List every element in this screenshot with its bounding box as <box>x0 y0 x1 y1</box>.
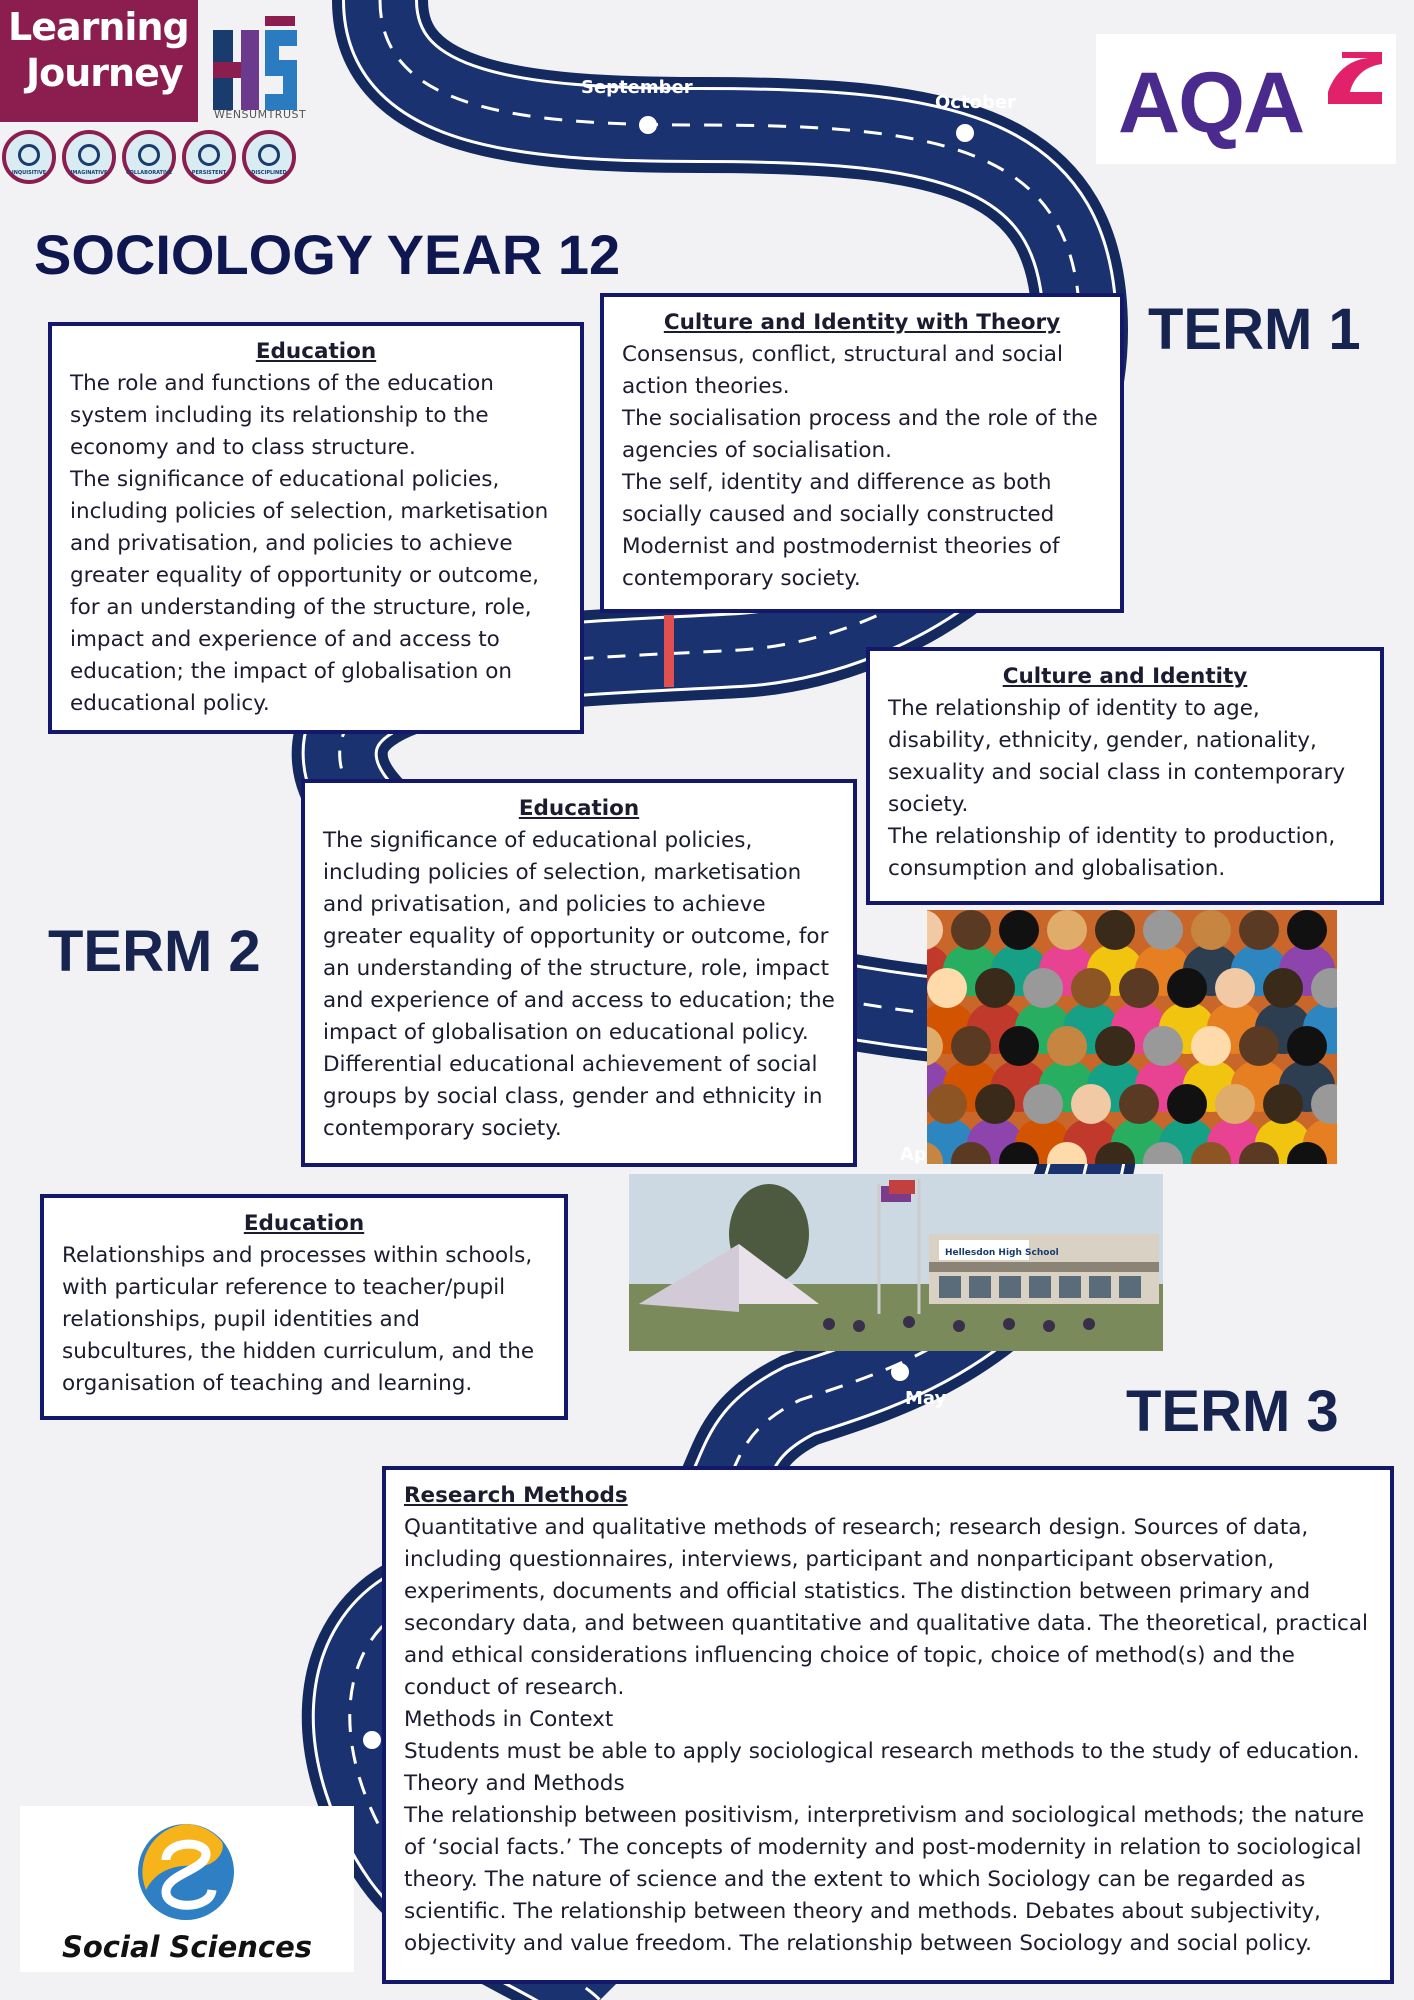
box-line: greater equality of opportunity or outcome, for <box>323 924 829 949</box>
school-sign: Hellesdon High School <box>945 1248 1059 1258</box>
term-marker <box>664 615 674 687</box>
box-line: of ‘social facts.’ The concepts of modernity and post-modernity in relation to sociological <box>404 1835 1362 1860</box>
box-line: and ethical considerations influencing choice of topic, choice of method(s) and the <box>404 1643 1295 1668</box>
inquisitive-icon: INQUISITIVE <box>2 130 56 184</box>
month-october: October <box>935 92 1016 113</box>
education-box-1 <box>48 322 584 734</box>
box-line: Relationships and processes within schools, <box>62 1243 533 1268</box>
box-line: an understanding of the structure, role, impact <box>323 956 830 981</box>
disciplined-icon: DISCIPLINED <box>242 130 296 184</box>
box-line: subcultures, the hidden curriculum, and the <box>62 1339 535 1364</box>
collaborative-icon: COLLABORATIVE <box>122 130 176 184</box>
box-line: conduct of research. <box>404 1675 625 1700</box>
research-methods-box <box>382 1466 1394 1984</box>
box-line: Differential educational achievement of social <box>323 1052 818 1077</box>
box-heading: Education <box>255 339 377 364</box>
october-milestone <box>956 124 974 142</box>
education-box-3 <box>40 1194 568 1420</box>
social-sciences-logo <box>20 1806 354 1972</box>
box-line: The significance of educational policies, <box>323 828 753 853</box>
box-line: experiments, documents and official statistics. The distinction between primary and <box>404 1579 1311 1604</box>
box-line: relationships, pupil identities and <box>62 1307 420 1332</box>
box-line: The relationship between positivism, interpretivism and sociological methods; the nature <box>404 1803 1365 1828</box>
box-line: Modernist and postmodernist theories of <box>622 534 1060 559</box>
box-heading: Education <box>518 796 640 821</box>
month-april: Ap <box>900 1144 927 1165</box>
box-line: The relationship of identity to age, <box>888 696 1260 721</box>
box-line: scientific. The relationship between theory and methods. Debates about subjectivity, <box>404 1899 1321 1924</box>
box-line: Methods in Context <box>404 1707 614 1732</box>
crowd-illustration <box>927 910 1337 1164</box>
term-2-label: TERM 2 <box>48 919 261 984</box>
term-3-label: TERM 3 <box>1126 1379 1339 1444</box>
learning-journey-line1: Learning <box>8 5 189 49</box>
box-line: including policies of selection, marketisation <box>70 499 549 524</box>
box-line: Quantitative and qualitative methods of research; research design. Sources of data, <box>404 1515 1309 1540</box>
social-sciences-s-icon <box>136 1820 236 1924</box>
education-box-2 <box>301 779 857 1167</box>
box-line: The significance of educational policies, <box>70 467 500 492</box>
box-line: for an understanding of the structure, role, <box>70 595 532 620</box>
school-photo <box>629 1174 1163 1351</box>
aqa-logo-text: AQA <box>1118 55 1304 151</box>
box-line: objectivity and value freedom. The relationship between Sociology and social policy. <box>404 1931 1312 1956</box>
box-line: society. <box>888 792 969 817</box>
box-line: organisation of teaching and learning. <box>62 1371 473 1396</box>
imaginative-icon: IMAGINATIVE <box>62 130 116 184</box>
month-september: September <box>581 77 693 98</box>
september-milestone <box>639 116 657 134</box>
box-line: Theory and Methods <box>404 1771 625 1796</box>
box-line: educational policy. <box>70 691 270 716</box>
box-line: including policies of selection, marketisation <box>323 860 802 885</box>
box-heading: Research Methods <box>404 1483 628 1508</box>
box-line: impact of globalisation on educational policy. <box>323 1020 809 1045</box>
persistent-icon: PERSISTENT <box>182 130 236 184</box>
trust-name: WENSUMTRUST <box>214 108 307 121</box>
box-line: with particular reference to teacher/pupil <box>62 1275 506 1300</box>
box-line: Students must be able to apply sociological research methods to the study of education. <box>404 1739 1360 1764</box>
box-line: system including its relationship to the <box>70 403 489 428</box>
learning-journey-line2: Journey <box>26 51 183 95</box>
aqa-mark-icon <box>1328 52 1382 104</box>
term-1-label: TERM 1 <box>1148 297 1361 362</box>
box-line: including questionnaires, interviews, participant and nonparticipant observation, <box>404 1547 1275 1572</box>
box-line: impact and experience of and access to <box>70 627 500 652</box>
box-line: Consensus, conflict, structural and social <box>622 342 1063 367</box>
box-line: secondary data, and between quantitative and qualitative data. The theoretical, practical <box>404 1611 1369 1636</box>
may-milestone <box>891 1363 909 1381</box>
box-line: education; the impact of globalisation on <box>70 659 512 684</box>
milestone <box>363 1731 381 1749</box>
box-line: The socialisation process and the role of the <box>622 406 1098 431</box>
box-line: The self, identity and difference as both <box>622 470 1052 495</box>
box-line: socially caused and socially constructed <box>622 502 1055 527</box>
box-line: economy and to class structure. <box>70 435 416 460</box>
box-line: consumption and globalisation. <box>888 856 1226 881</box>
values-icons <box>2 130 296 184</box>
culture-identity-box <box>866 647 1384 905</box>
box-line: action theories. <box>622 374 790 399</box>
box-line: The relationship of identity to production, <box>888 824 1336 849</box>
box-line: contemporary society. <box>323 1116 562 1141</box>
page-title: SOCIOLOGY YEAR 12 <box>34 223 621 286</box>
box-line: and experience of and access to education; the <box>323 988 835 1013</box>
aqa-logo <box>1096 34 1396 164</box>
box-line: sexuality and social class in contemporary <box>888 760 1346 785</box>
box-line: contemporary society. <box>622 566 861 591</box>
box-heading: Education <box>243 1211 365 1236</box>
culture-theory-box <box>600 293 1124 613</box>
box-line: disability, ethnicity, gender, nationality, <box>888 728 1317 753</box>
box-line: The role and functions of the education <box>70 371 494 396</box>
box-heading: Culture and Identity <box>1002 664 1248 689</box>
learning-journey-badge <box>0 0 198 122</box>
box-line: and privatisation, and policies to achieve <box>70 531 513 556</box>
box-line: theory. The nature of science and the extent to which Sociology can be regarded as <box>404 1867 1306 1892</box>
box-heading: Culture and Identity with Theory <box>663 310 1061 335</box>
box-line: agencies of socialisation. <box>622 438 892 463</box>
school-logo-icon <box>205 10 305 118</box>
box-line: greater equality of opportunity or outcome, <box>70 563 540 588</box>
box-line: and privatisation, and policies to achieve <box>323 892 766 917</box>
month-may: May <box>905 1388 947 1409</box>
social-sciences-text: Social Sciences <box>62 1930 312 1964</box>
box-line: groups by social class, gender and ethnicity in <box>323 1084 823 1109</box>
